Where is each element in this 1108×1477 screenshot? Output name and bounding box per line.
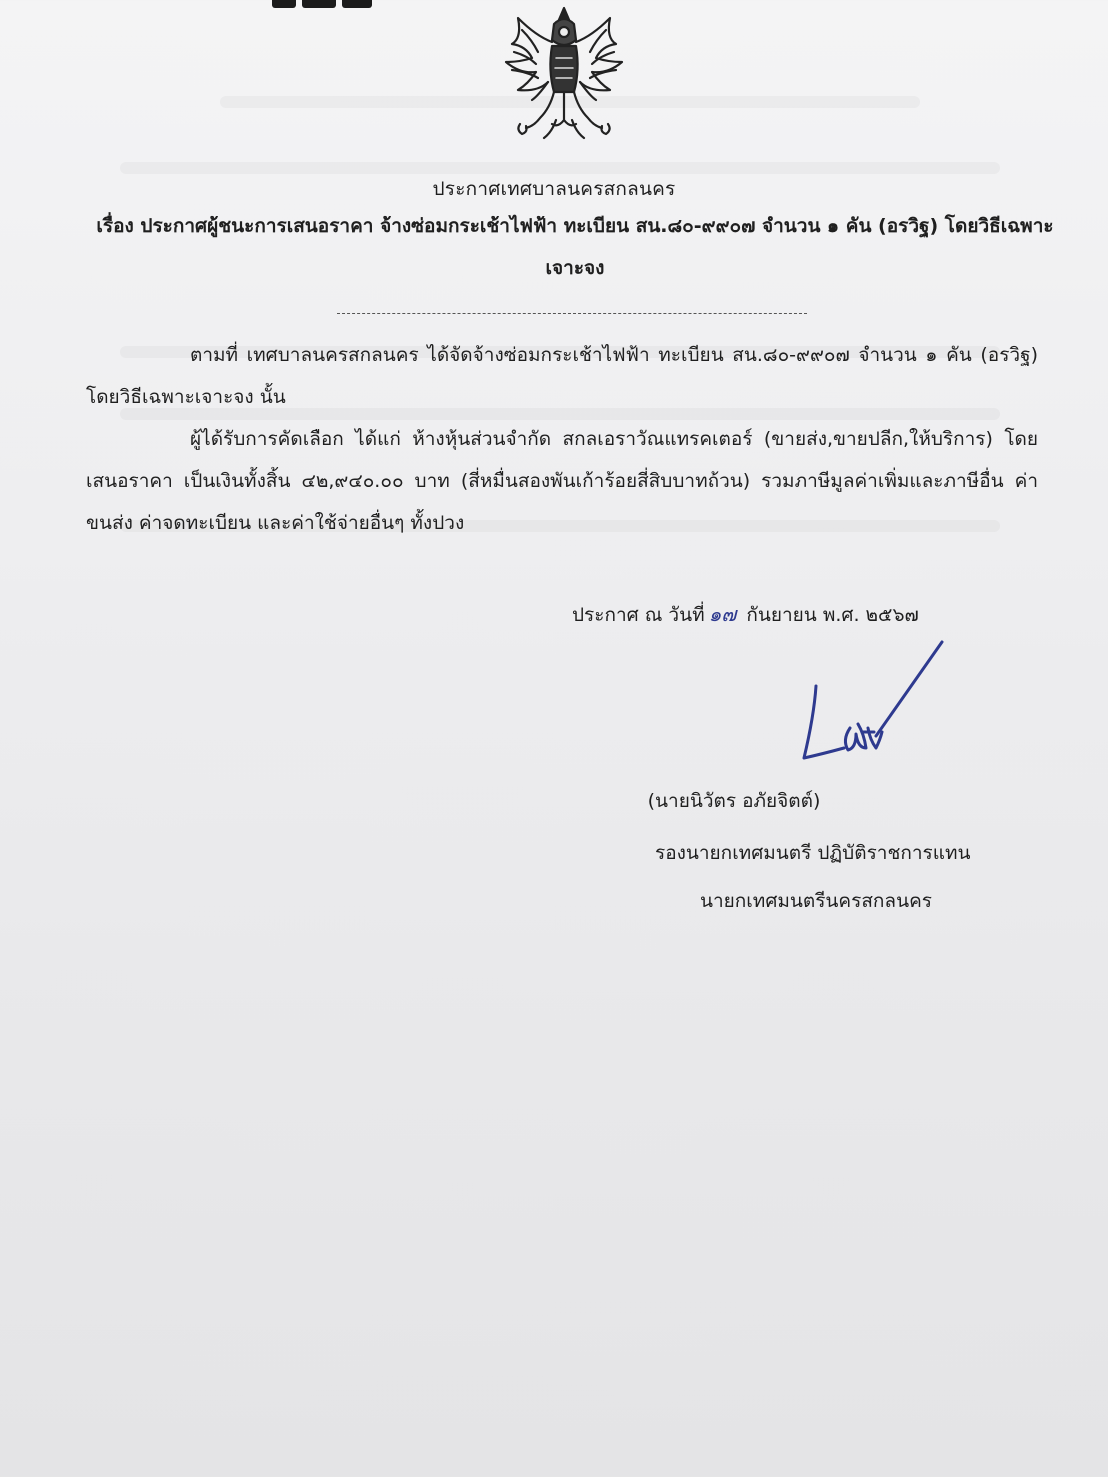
date-day-handwritten: ๑๗ bbox=[708, 602, 737, 626]
paragraph-2-text: ผู้ได้รับการคัดเลือก ได้แก่ ห้างหุ้นส่วนจำกัด สกลเอราวัณแทรคเตอร์ (ขายส่ง,ขายปลีก,ให้บริการ) โดยเสนอราคา เป็นเงินทั้งสิ้น ๔๒,๙๔๐.๐๐ บาท (สี่หมื่นสองพันเก้าร้อยสี่สิบบาทถ้วน) รวมภาษีมูลค่าเพิ่มและภาษีอื่น ค่าขนส่ง ค่าจดทะเบียน และค่าใช้จ่ายอื่นๆ ทั้งปวง bbox=[86, 428, 1038, 534]
paragraph-1-text: ตามที่ เทศบาลนครสกลนคร ได้จัดจ้างซ่อมกระเช้าไฟฟ้า ทะเบียน สน.๘๐-๙๙๐๗ จำนวน ๑ คัน (อรวิฐ) โดยวิธีเฉพาะเจาะจง นั้น bbox=[86, 344, 1038, 408]
handwritten-signature-icon bbox=[792, 636, 952, 766]
garuda-emblem-icon bbox=[492, 0, 636, 146]
paragraph-announcement bbox=[86, 334, 1038, 418]
subject-line: เรื่อง ประกาศผู้ชนะการเสนอราคา จ้างซ่อมกระเช้าไฟฟ้า ทะเบียน สน.๘๐-๙๙๐๗ จำนวน ๑ คัน (อรวิฐ) โดยวิธีเฉพาะเจาะจง bbox=[96, 215, 1054, 279]
date-month-year: กันยายน พ.ศ. ๒๕๖๗ bbox=[746, 604, 919, 626]
signatory-on-behalf: นายกเทศมนตรีนครสกลนคร bbox=[700, 890, 932, 912]
top-edge-mark bbox=[272, 0, 384, 8]
bleed-through bbox=[120, 162, 1000, 174]
paragraph-winner bbox=[86, 418, 1038, 544]
issuer-title: ประกาศเทศบาลนครสกลนคร bbox=[432, 178, 676, 200]
signatory-position: รองนายกเทศมนตรี ปฏิบัติราชการแทน bbox=[655, 842, 971, 864]
date-prefix: ประกาศ ณ วันที่ bbox=[572, 604, 705, 626]
announcement-date bbox=[572, 598, 919, 630]
signatory-name: (นายนิวัตร อภัยจิตต์) bbox=[647, 790, 821, 812]
separator-line bbox=[337, 313, 807, 314]
